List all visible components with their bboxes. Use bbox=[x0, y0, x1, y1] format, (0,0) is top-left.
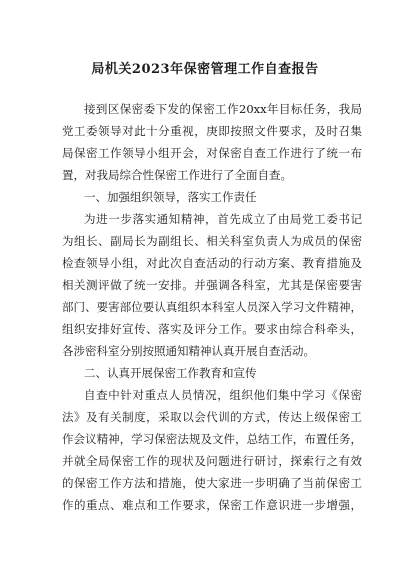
paragraph-line: 部门、要害部位要认真组织本科室人员深入学习文件精神， bbox=[62, 300, 362, 314]
paragraph-line: 接到区保密委下发的保密工作20xx年目标任务，我局 bbox=[84, 102, 362, 116]
paragraph-line: 检查领导小组，对此次自查活动的行动方案、教育措施及 bbox=[62, 256, 362, 270]
paragraph-line: 自查中针对重点人员情况，组织他们集中学习《保密 bbox=[84, 388, 362, 402]
section-heading: 二、认真开展保密工作教育和宣传 bbox=[84, 366, 257, 380]
page-title: 局机关2023年保密管理工作自查报告 bbox=[91, 62, 319, 77]
paragraph-line: 并就全局保密工作的现状及问题进行研讨，探索行之有效 bbox=[62, 454, 362, 468]
paragraph-line: 党工委领导对此十分重视，庚即按照文件要求，及时召集 bbox=[62, 124, 362, 138]
paragraph-line: 各涉密科室分别按照通知精神认真开展自查活动。 bbox=[62, 344, 315, 358]
paragraph-line: 局保密工作领导小组开会，对保密自查工作进行了统一布 bbox=[62, 146, 362, 160]
paragraph-line: 为进一步落实通知精神，首先成立了由局党工委书记 bbox=[84, 212, 362, 226]
paragraph-line: 作的重点、难点和工作要求，保密工作意识进一步增强， bbox=[62, 498, 362, 512]
paragraph-line: 相关测评做了统一安排。并强调各科室，尤其是保密要害 bbox=[62, 278, 362, 292]
paragraph-line: 置，对我局综合性保密工作进行了全面自查。 bbox=[62, 168, 292, 182]
paragraph-line: 法》及有关制度，采取以会代训的方式，传达上级保密工 bbox=[62, 410, 362, 424]
paragraph-line: 的保密工作方法和措施，使大家进一步明确了当前保密工 bbox=[62, 476, 362, 490]
section-heading: 一、加强组织领导，落实工作责任 bbox=[84, 190, 257, 204]
paragraph-line: 组织安排好宣传、落实及评分工作。要求由综合科牵头， bbox=[62, 322, 362, 336]
paragraph-line: 为组长、副局长为副组长、相关科室负责人为成员的保密 bbox=[62, 234, 362, 248]
paragraph-line: 作会议精神，学习保密法规及文件，总结工作，布置任务， bbox=[62, 432, 362, 446]
